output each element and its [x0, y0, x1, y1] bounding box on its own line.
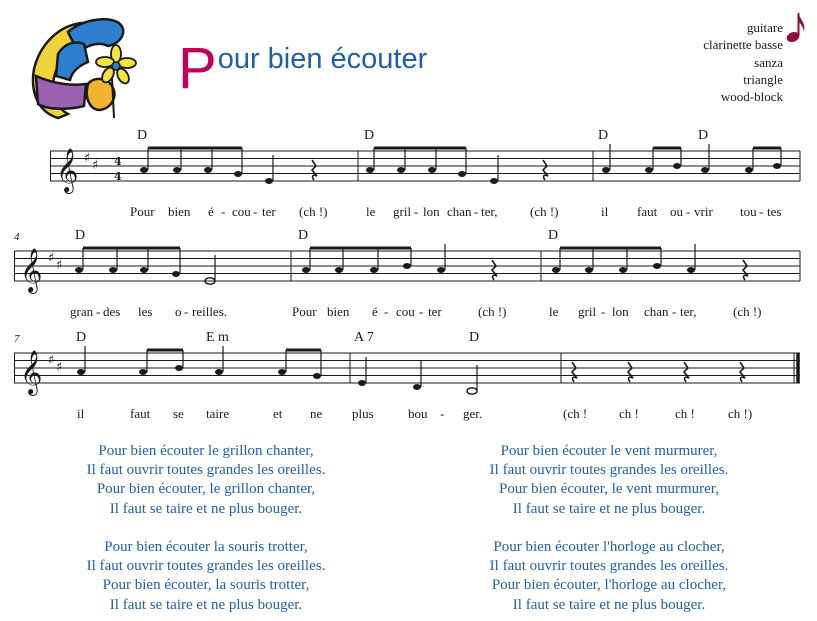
lyric-syllable: lon — [612, 304, 629, 319]
lyric-syllable: (ch !) — [530, 204, 559, 219]
chord-symbol: D — [698, 128, 709, 143]
verse-line: Il faut ouvrir toutes grandes les oreilles. — [86, 558, 326, 575]
lyric-syllable: cou — [396, 304, 415, 319]
lyric-syllable: reilles. — [192, 304, 228, 319]
lyric-syllable: il — [77, 406, 85, 421]
verse-line: Pour bien écouter, l'horloge au clocher, — [491, 577, 727, 594]
lyric-syllable: - — [601, 304, 606, 319]
lyric-syllable: chan — [447, 204, 472, 219]
lyric-syllable: gran — [70, 304, 94, 319]
instrument-item: sanza — [754, 54, 783, 70]
chord-symbol: D — [469, 330, 480, 345]
lyric-syllable: - — [759, 204, 764, 219]
page-title — [178, 36, 428, 101]
chord-symbol: D — [75, 228, 86, 243]
lyric-syllable: - — [253, 204, 258, 219]
chord-symbol: D — [298, 228, 309, 243]
lyric-syllable: chan — [644, 304, 669, 319]
lyric-syllable: - — [96, 304, 101, 319]
svg-text:♯: ♯ — [48, 251, 55, 266]
verse-line: Pour bien écouter la souris trotter, — [104, 539, 308, 555]
svg-text:♯: ♯ — [84, 151, 91, 166]
lyric-syllable: ter, — [680, 304, 697, 319]
svg-text:𝄞: 𝄞 — [56, 148, 79, 192]
verse-block-left-2 — [56, 538, 356, 615]
music-staff-system-2 — [14, 240, 806, 300]
lyric-syllable: (ch !) — [299, 204, 328, 219]
lyric-syllable: ne — [310, 406, 323, 421]
lyric-syllable: faut — [637, 204, 658, 219]
verse-block-left-1 — [56, 442, 356, 519]
verse-line: Il faut se taire et ne plus bouger. — [109, 500, 303, 517]
lyric-syllable: taire — [206, 406, 230, 421]
instrument-list — [703, 19, 783, 105]
measure-number: 4 — [14, 231, 20, 243]
lyric-syllable: le — [366, 204, 376, 219]
lyric-syllable: ter, — [481, 204, 498, 219]
chord-symbol: D — [137, 128, 148, 143]
verse-line: Pour bien écouter, la souris trotter, — [102, 577, 310, 594]
lyric-syllable: - — [414, 204, 419, 219]
lyric-syllable: (ch !) — [478, 304, 507, 319]
lyric-syllable: gril — [393, 204, 412, 219]
chord-symbol: D — [364, 128, 375, 143]
lyric-syllable: les — [138, 304, 153, 319]
instrument-item: guitare — [746, 20, 783, 35]
instrument-item: triangle — [743, 71, 783, 87]
lyric-syllable: Pour — [130, 204, 155, 219]
svg-text:♯: ♯ — [56, 258, 63, 273]
verse-line: Pour bien écouter le vent murmurer, — [500, 443, 718, 459]
lyric-syllable: cou — [232, 204, 251, 219]
verse-line: Il faut se taire et ne plus bouger. — [109, 596, 303, 613]
lyric-syllable: bien — [327, 304, 350, 319]
lyric-syllable: le — [549, 304, 559, 319]
lyric-syllable: - — [221, 204, 226, 219]
lyric-syllable: tes — [767, 204, 782, 219]
chord-symbol: D — [598, 128, 609, 143]
verse-line: Pour bien écouter, le grillon chanter, — [96, 481, 316, 498]
lyric-syllable: ter — [428, 304, 442, 319]
lyric-syllable: tou — [740, 204, 757, 219]
lyric-syllable: - — [419, 304, 424, 319]
title-text: our bien écouter — [217, 43, 428, 75]
verse-line: Il faut se taire et ne plus bouger. — [512, 596, 706, 613]
lyric-syllable: (ch !) — [733, 304, 762, 319]
lyric-syllable: vrir — [694, 204, 713, 219]
lyric-syllable: ch ! — [675, 406, 695, 421]
verse-block-right-1 — [459, 442, 759, 519]
chord-symbol: D — [548, 228, 559, 243]
verse-line: Il faut ouvrir toutes grandes les oreilles. — [489, 558, 729, 575]
title-initial: P — [178, 36, 217, 101]
lyric-syllable: faut — [130, 406, 151, 421]
verse-line: Il faut se taire et ne plus bouger. — [512, 500, 706, 517]
lyric-syllable: ch !) — [728, 406, 753, 421]
svg-text:4: 4 — [114, 155, 122, 168]
lyric-syllable: ou — [670, 204, 683, 219]
lyric-syllable: - — [440, 406, 445, 421]
svg-text:♯: ♯ — [56, 360, 63, 375]
verse-block-right-2 — [459, 538, 759, 615]
eighth-note-icon — [784, 10, 808, 48]
chord-symbol: D — [76, 330, 87, 345]
lyric-syllable: - — [474, 204, 479, 219]
lyric-syllable: il — [601, 204, 609, 219]
verse-line: Il faut ouvrir toutes grandes les oreilles. — [86, 462, 326, 479]
lyric-syllable: et — [273, 406, 283, 421]
lyric-syllable: - — [672, 304, 677, 319]
svg-text:4: 4 — [114, 170, 122, 183]
lyric-syllable: - — [184, 304, 189, 319]
lyric-syllable: bou — [408, 406, 428, 421]
verse-line: Pour bien écouter, le vent murmurer, — [499, 481, 719, 498]
lyric-syllable: des — [103, 304, 121, 319]
svg-text:♯: ♯ — [48, 353, 55, 368]
instrument-item: wood-block — [720, 89, 783, 105]
verse-line: Pour bien écouter le grillon chanter, — [98, 443, 314, 459]
lyric-syllable: ch ! — [619, 406, 639, 421]
lyric-syllable: - — [686, 204, 691, 219]
verse-line: Pour bien écouter l'horloge au clocher, — [493, 539, 725, 555]
svg-text:♯: ♯ — [92, 158, 99, 173]
measure-number: 7 — [14, 333, 20, 345]
cartoon-letter-c-with-flower-icon — [28, 14, 138, 128]
lyric-syllable: o — [175, 304, 182, 319]
lyric-syllable: (ch ! — [563, 406, 588, 421]
lyric-syllable: plus — [352, 406, 374, 421]
lyric-syllable: - — [384, 304, 389, 319]
lyric-syllable: é — [372, 304, 378, 319]
instrument-item: clarinette basse — [703, 37, 783, 53]
lyric-syllable: lon — [423, 204, 440, 219]
svg-text:𝄞: 𝄞 — [20, 248, 43, 292]
chord-symbol: E m — [206, 330, 229, 345]
music-staff-system-1 — [50, 140, 806, 200]
svg-text:𝄞: 𝄞 — [20, 350, 43, 394]
lyric-syllable: Pour — [292, 304, 317, 319]
lyric-syllable: gril — [578, 304, 597, 319]
lyric-syllable: ger. — [463, 406, 483, 421]
lyric-syllable: é — [208, 204, 214, 219]
music-staff-system-3 — [14, 342, 806, 402]
chord-symbol: A 7 — [354, 330, 374, 345]
lyric-syllable: se — [173, 406, 184, 421]
lyric-syllable: bien — [168, 204, 191, 219]
lyric-syllable: ter — [262, 204, 276, 219]
verse-line: Il faut ouvrir toutes grandes les oreilles. — [489, 462, 729, 479]
